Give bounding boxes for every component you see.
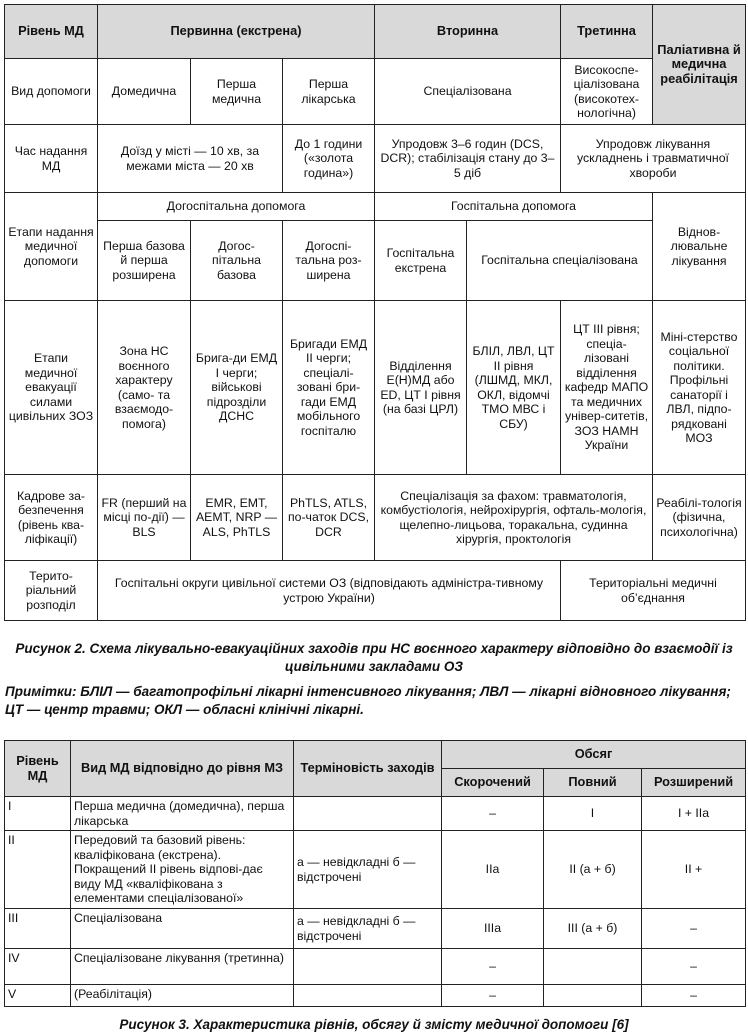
urgency-cell: а — невідкладні б — відстрочені — [294, 831, 442, 909]
figure-2-caption: Рисунок 2. Схема лікувально-евакуаційних заходів при НС воєнного характеру відповідно до взаємодії із цивільними закладами ОЗ — [15, 641, 733, 674]
cell: Реабілі-тологія (фізична, психологічна) — [653, 475, 746, 561]
cell: Високоспе-ціалізована (високотех-нологічна) — [561, 59, 653, 125]
kind-cell: Спеціалізована — [71, 909, 294, 949]
cell: Перша базова й перша розширена — [98, 221, 191, 301]
urgency-cell — [294, 949, 442, 985]
figure-2-notes: Примітки: БЛІЛ — багатопрофільні лікарні інтенсивного лікування; ЛВЛ — лікарні відновного лікування; ЦТ — центр травми; ОКЛ — обласні клінічні лікарні. — [5, 684, 731, 717]
cell: ЦТ ІІІ рівня; спеціа-лізовані відділення кафедр МАПО та медичних універ-ситетів, ЗОЗ НАМН України — [561, 301, 653, 475]
cell: Госпітальна спеціалізована — [467, 221, 653, 301]
cell: Госпітальна екстрена — [375, 221, 467, 301]
cell: Догос-пітальна базова — [191, 221, 283, 301]
cell: Доїзд у місті — 10 хв, за межами міста — 20 хв — [98, 125, 283, 193]
cell: До 1 години («золота година») — [283, 125, 375, 193]
row-label: Етапи надання медичної допомоги — [5, 193, 98, 301]
row-chas-nadannia — [5, 125, 746, 193]
header-level: Рівень МД — [5, 5, 98, 59]
full-cell — [544, 949, 642, 985]
kind-cell: Передовий та базовий рівень: кваліфікована (екстрена). Покращений ІІ рівень відпові-дає виду МД «кваліфікована з елементами спеціалізованої» — [71, 831, 294, 909]
cell: Бригади ЕМД ІІ черги; спеціалі-зовані бри-гади ЕМД мобільного госпіталю — [283, 301, 375, 475]
cell: Упродовж лікування ускладнень і травматичної хвороби — [561, 125, 746, 193]
extended-cell: II + — [642, 831, 746, 909]
cell: FR (перший на місці по-дії) — BLS — [98, 475, 191, 561]
row-vid-dopomohy — [5, 59, 746, 125]
short-cell: IIIa — [442, 909, 544, 949]
header-level: Рівень МД — [5, 741, 71, 797]
extended-cell: – — [642, 949, 746, 985]
table-row — [5, 797, 746, 831]
evacuation-scheme-table — [4, 4, 746, 621]
cell: Брига-ди ЕМД І черги; військові підрозділи ДСНС — [191, 301, 283, 475]
header-extended: Розширений — [642, 769, 746, 797]
cell: EMR, EMT, AEMT, NRP — ALS, PhTLS — [191, 475, 283, 561]
table2-header-row — [5, 741, 746, 769]
row-label: Час надання МД — [5, 125, 98, 193]
table1-header-row — [5, 5, 746, 59]
cell: Спеціалізована — [375, 59, 561, 125]
row-label: Вид допомоги — [5, 59, 98, 125]
cell: Перша медична — [191, 59, 283, 125]
kind-cell: Перша медична (домедична), перша лікарська — [71, 797, 294, 831]
figure-3-caption: Рисунок 3. Характеристика рівнів, обсягу й змісту медичної допомоги [6] — [119, 1017, 629, 1032]
full-cell: II (а + б) — [544, 831, 642, 909]
cell: Міні-стерство соціальної політики. Профільні санаторії і ЛВЛ, підпо-рядковані МОЗ — [653, 301, 746, 475]
extended-cell: I + IIa — [642, 797, 746, 831]
header-tertiary: Третинна — [561, 5, 653, 59]
short-cell: – — [442, 985, 544, 1007]
group-prehospital: Догоспітальна допомога — [98, 193, 375, 221]
row-label: Терито-ріальний розподіл — [5, 561, 98, 621]
kind-cell: (Реабілітація) — [71, 985, 294, 1007]
level-cell: III — [5, 909, 71, 949]
table-row — [5, 949, 746, 985]
cell: Зона НС воєнного характеру (само- та взаємодо-помога) — [98, 301, 191, 475]
cell: Перша лікарська — [283, 59, 375, 125]
full-cell: I — [544, 797, 642, 831]
row-kadrove — [5, 475, 746, 561]
cell: Догоспі-тальна роз-ширена — [283, 221, 375, 301]
short-cell: – — [442, 949, 544, 985]
header-urgency: Терміновість заходів — [294, 741, 442, 797]
row-etapy-groups — [5, 193, 746, 221]
level-cell: IV — [5, 949, 71, 985]
urgency-cell — [294, 797, 442, 831]
extended-cell: – — [642, 985, 746, 1007]
table-row — [5, 985, 746, 1007]
group-hospital: Госпітальна допомога — [375, 193, 653, 221]
cell: Віднов-лювальне лікування — [653, 193, 746, 301]
table-row — [5, 831, 746, 909]
cell: PhTLS, ATLS, по-чаток DCS, DCR — [283, 475, 375, 561]
row-evakuatsiia — [5, 301, 746, 475]
cell: Госпітальні округи цивільної системи ОЗ (відповідають адміністра-тивному устрою України) — [98, 561, 561, 621]
cell: Домедична — [98, 59, 191, 125]
header-primary: Первинна (екстрена) — [98, 5, 375, 59]
urgency-cell — [294, 985, 442, 1007]
header-full: Повний — [544, 769, 642, 797]
header-kind: Вид МД відповідно до рівня МЗ — [71, 741, 294, 797]
header-secondary: Вторинна — [375, 5, 561, 59]
full-cell: III (а + б) — [544, 909, 642, 949]
cell: Відділення Е(Н)МД або ED, ЦТ І рівня (на базі ЦРЛ) — [375, 301, 467, 475]
extended-cell: – — [642, 909, 746, 949]
header-scope: Обсяг — [442, 741, 746, 769]
level-cell: V — [5, 985, 71, 1007]
short-cell: – — [442, 797, 544, 831]
urgency-cell: а — невідкладні б — відстрочені — [294, 909, 442, 949]
short-cell: IIa — [442, 831, 544, 909]
header-palliative: Паліативна й медична реабілітація — [653, 5, 746, 125]
level-cell: II — [5, 831, 71, 909]
row-label: Кадрове за-безпечення (рівень ква-ліфікації) — [5, 475, 98, 561]
table-row — [5, 909, 746, 949]
cell: Спеціалізація за фахом: травматологія, комбустіологія, нейрохірургія, офталь-мологія, щелепно-лицьова, торакальна, судинна хірургія, проктологія — [375, 475, 653, 561]
cell: БЛІЛ, ЛВЛ, ЦТ ІІ рівня (ЛШМД, МКЛ, ОКЛ, відомчі ТМО МВС і СБУ) — [467, 301, 561, 475]
levels-characteristics-table — [4, 740, 746, 1007]
row-terytorialnyi — [5, 561, 746, 621]
cell: Територіальні медичні об’єднання — [561, 561, 746, 621]
cell: Упродовж 3–6 годин (DCS, DCR); стабілізація стану до 3–5 діб — [375, 125, 561, 193]
header-short: Скорочений — [442, 769, 544, 797]
row-etapy — [5, 221, 746, 301]
kind-cell: Спеціалізоване лікування (третинна) — [71, 949, 294, 985]
row-label: Етапи медичної евакуації силами цивільних ЗОЗ — [5, 301, 98, 475]
level-cell: I — [5, 797, 71, 831]
full-cell — [544, 985, 642, 1007]
